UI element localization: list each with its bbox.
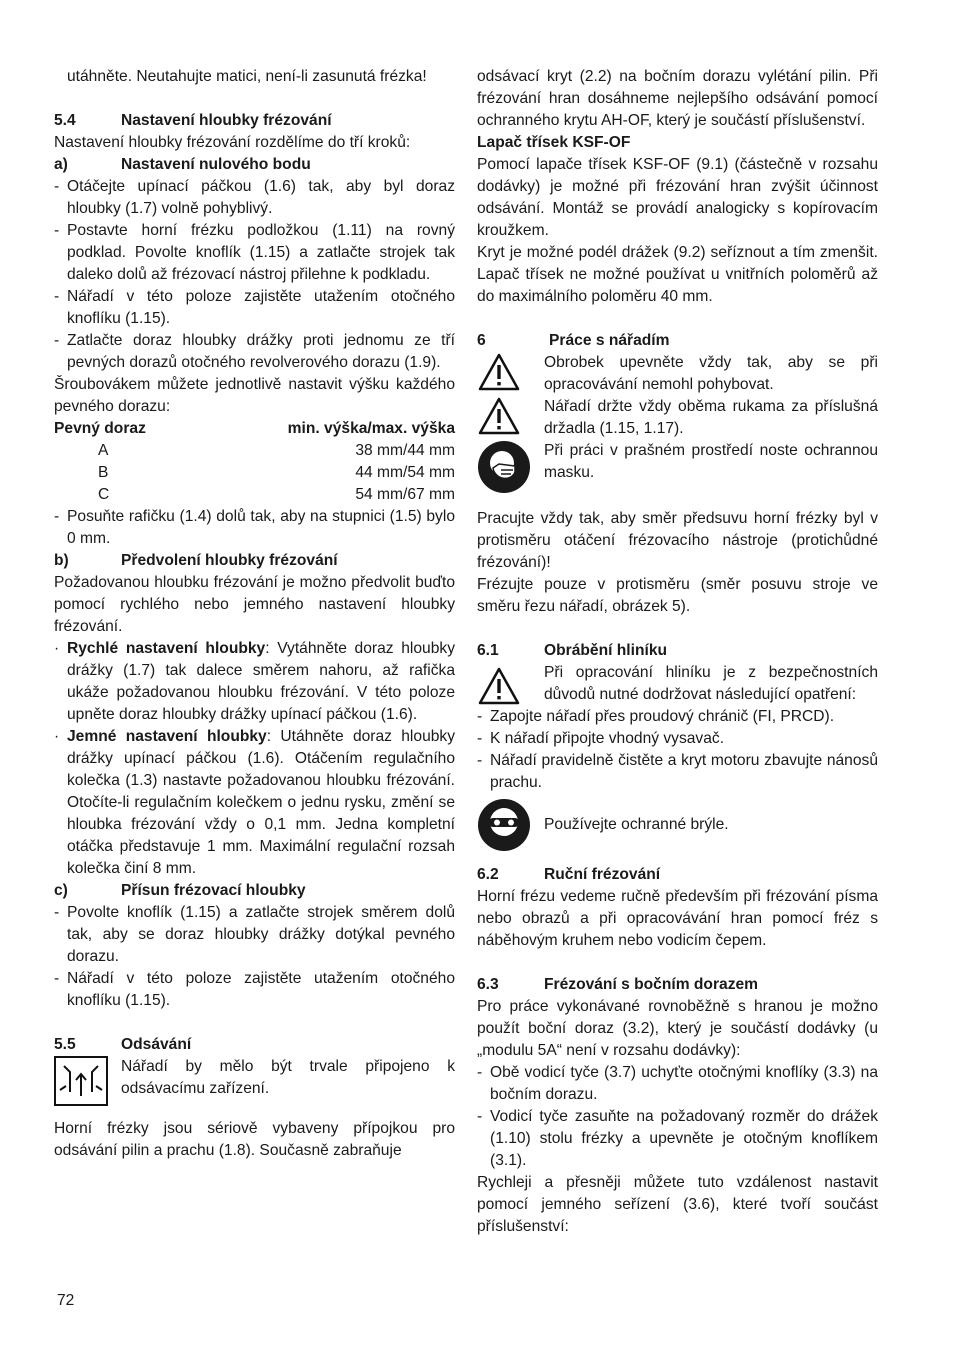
warning-notice: Při opracování hliníku je z bezpečnostních důvodů nutné dodržovat následující opatření:	[477, 662, 878, 706]
list-item: - Nářadí v této poloze zajistěte utažením otočného knoflíku (1.15).	[54, 288, 455, 327]
section-heading-6-2: 6.2 Ruční frézování	[477, 866, 661, 883]
paragraph: odsávací kryt (2.2) na bočním dorazu vylétání pilin. Při frézování hran dosáhneme nejlepšího odsávání pomocí ochranného krytu AH-OF, který je součástí příslušenství.	[477, 68, 878, 129]
subsection-heading-b: b) Předvolení hloubky frézování	[54, 552, 338, 569]
page-number: 72	[57, 1292, 75, 1309]
paragraph: Pro práce vykonávané rovnoběžně s hranou je možno použít boční doraz (3.2), který je součástí dodávky (u „modulu 5A“ není v rozsahu dodávky):	[477, 998, 878, 1059]
warning-triangle-icon	[477, 662, 544, 706]
table-header: Pevný doraz min. výška/max. výška	[54, 420, 455, 437]
list-item: - Otáčejte upínací páčkou (1.6) tak, aby byl doraz hloubky (1.7) volně pohyblivý.	[54, 178, 455, 217]
goggles-notice: Používejte ochranné brýle.	[477, 798, 878, 852]
paragraph: Šroubovákem můžete jednotlivě nastavit výšku každého pevného dorazu:	[54, 376, 455, 415]
right-column	[477, 66, 878, 1238]
paragraph: Pomocí lapače třísek KSF-OF (9.1) (částečně v rozsahu dodávky) je možné při frézování hran zvýšit účinnost odsávání. Montáž se provádí analogicky s kopírovacím kroužkem.	[477, 156, 878, 239]
left-column	[54, 66, 455, 1162]
section-heading-6-3: 6.3 Frézování s bočním dorazem	[477, 976, 759, 993]
paragraph: Požadovanou hloubku frézování je možno předvolit buďto pomocí rychlého nebo jemného nastavení hloubky frézování.	[54, 574, 455, 635]
subsection-heading-c: c) Přísun frézovací hloubky	[54, 882, 306, 899]
extraction-notice: Nářadí by mělo být trvale připojeno k odsávacímu zařízení.	[54, 1056, 455, 1106]
paragraph: Kryt je možné podél drážek (9.2) seříznout a tím zmenšit. Lapač třísek ne možné používat u vnitřních poloměrů až do maximálního poloměru 40 mm.	[477, 244, 878, 305]
paragraph: Pracujte vždy tak, aby směr předsuvu horní frézky byl v protisměru otáčení frézovacího nástroje (protichůdné frézování)!	[477, 510, 878, 571]
table-row: C 54 mm/67 mm	[98, 486, 455, 503]
list-item: - K nářadí připojte vhodný vysavač.	[477, 730, 725, 747]
list-item: - Posuňte rafičku (1.4) dolů tak, aby na stupnici (1.5) bylo 0 mm.	[54, 508, 455, 547]
mask-notice: Při práci v prašném prostředí noste ochrannou masku.	[477, 440, 878, 494]
paragraph: Horní frézky jsou sériově vybaveny přípojkou pro odsávání pilin a prachu (1.8). Současně zabraňuje	[54, 1120, 455, 1159]
subsection-heading-a: a) Nastavení nulového bodu	[54, 156, 311, 173]
dust-extraction-icon	[54, 1056, 121, 1106]
list-item: · Jemné nastavení hloubky: Utáhněte doraz hloubky drážky upínací páčkou (1.6). Otáčením regulačního kolečka (1.3) nastavte požadovanou hloubku frézování. Otočíte-li regulačním kolečkem o jednu rysku, změní se hloubka frézování vždy o 0,1 mm. Jedna kompletní otáčka představuje 1 mm. Maximální regulační rozsah kolečka činí 8 mm.	[54, 728, 456, 877]
warning-notice: Obrobek upevněte vždy tak, aby se při opracovávání nemohl pohybovat.	[477, 352, 878, 396]
warning-triangle-icon	[477, 352, 544, 396]
section-heading-5-5: 5.5 Odsávání	[54, 1036, 192, 1053]
list-item: · Rychlé nastavení hloubky: Vytáhněte doraz hloubky drážky (1.7) tak dalece směrem nahoru, až rafička ukáže požadovanou hloubku frézování. V této poloze upněte doraz hloubky drážky upínací páčkou (1.6).	[54, 640, 455, 723]
paragraph: Rychleji a přesněji můžete tuto vzdálenost nastavit pomocí jemného seřízení (3.6), které tvoří součást příslušenství:	[477, 1174, 878, 1235]
table-row: B 44 mm/54 mm	[98, 464, 455, 481]
ksf-heading: Lapač třísek KSF-OF	[477, 134, 631, 151]
list-item: - Vodicí tyče zasuňte na požadovaný rozměr do drážek (1.10) stolu frézky a upevněte je otočným knoflíkem (3.1).	[477, 1108, 878, 1169]
dust-mask-icon	[477, 440, 544, 494]
list-item: - Nářadí pravidelně čistěte a kryt motoru zbavujte nánosů prachu.	[477, 752, 878, 791]
warning-notice: Nářadí držte vždy oběma rukama za příslušná držadla (1.15, 1.17).	[477, 396, 878, 440]
list-item: - Postavte horní frézku podložkou (1.11) na rovný podklad. Povolte knoflík (1.15) a zatlačte strojek tak daleko dolů až frézovací nástroj přilehne k podkladu.	[54, 222, 455, 283]
list-item: - Povolte knoflík (1.15) a zatlačte strojek směrem dolů tak, aby se doraz hloubky drážky dotýkal pevného dorazu.	[54, 904, 455, 965]
paragraph: utáhněte. Neutahujte matici, není-li zasunutá frézka!	[67, 68, 427, 85]
list-item: - Zapojte nářadí přes proudový chránič (FI, PRCD).	[477, 708, 835, 725]
list-item: - Obě vodicí tyče (3.7) uchyťte otočnými knoflíky (3.3) na bočním dorazu.	[477, 1064, 878, 1103]
paragraph: Horní frézu vedeme ručně především při frézování písma nebo obrazů a při opracovávání hran pomocí fréz s náběhovým kruhem nebo vodicím čepem.	[477, 888, 878, 949]
warning-triangle-icon	[477, 396, 544, 440]
section-heading-6: 6 Práce s nářadím	[477, 332, 670, 349]
section-heading-5-4: 5.4 Nastavení hloubky frézování	[54, 112, 332, 129]
paragraph: Frézujte pouze v protisměru (směr posuvu stroje ve směru řezu nářadí, obrázek 5).	[477, 576, 878, 615]
list-item: - Zatlačte doraz hloubky drážky proti jednomu ze tří pevných dorazů otočného revolverového dorazu (1.9).	[54, 332, 455, 371]
list-item: - Nářadí v této poloze zajistěte utažením otočného knoflíku (1.15).	[54, 970, 455, 1009]
paragraph: Nastavení hloubky frézování rozdělíme do tří kroků:	[54, 134, 411, 151]
section-heading-6-1: 6.1 Obrábění hliníku	[477, 642, 668, 659]
table-row: A 38 mm/44 mm	[98, 442, 455, 459]
safety-goggles-icon	[477, 798, 544, 852]
